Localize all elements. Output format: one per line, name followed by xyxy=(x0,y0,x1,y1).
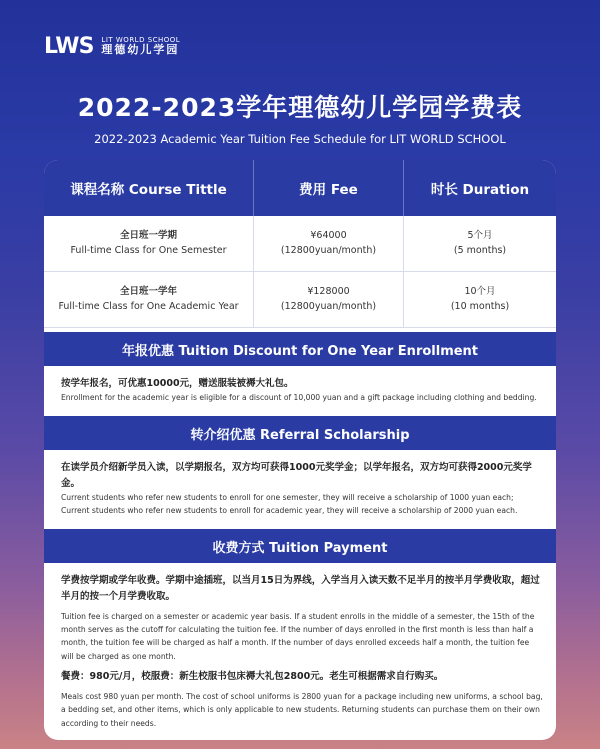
referral-section xyxy=(44,454,556,525)
duration-en: (10 months) xyxy=(450,300,510,312)
payment-section xyxy=(44,567,556,738)
payment-text-en-1: Tuition fee is charged on a semester or academic year basis. If a student enrolls in the middle of a semester, the 15th of the month serves as the cutoff for calculating the tuition fee. If the number of days enrolled in the first month is less than half a month, the tuition fee will be charged as half a month. If the number of days enrolled exceeds half a month, the tuition fee will be charged as one month. xyxy=(61,611,535,661)
payment-text-en-2: Meals cost 980 yuan per month. The cost of school uniforms is 2800 yuan for a package including new uniforms, a school bag, a bedding set, and other items, which is only applicable to new students. Returning students can purchase them on their own according to their needs. xyxy=(61,692,543,728)
logo-mark: LWS xyxy=(44,34,94,59)
referral-text-zh: 在读学员介绍新学员入读，以学期报名，双方均可获得1000元奖学金；以学年报名，双方均可获得2000元奖学金。 xyxy=(61,462,532,489)
payment-text-zh-1: 学费按学期或学年收费。学期中途插班，以当月15日为界线，入学当月入读天数不足半月的按半月学费收取，超过半月的按一个月学费收取。 xyxy=(61,575,540,602)
referral-text-en-1: Current students who refer new students to enroll for one semester, they will receive a scholarship of 1000 yuan each; xyxy=(61,492,514,502)
payment-heading: 收费方式 Tuition Payment xyxy=(44,529,556,563)
duration-cell xyxy=(404,216,556,271)
discount-text-en: Enrollment for the academic year is eligible for a discount of 10,000 yuan and a gift package including clothing and bedding. xyxy=(61,393,537,403)
duration-zh: 10个月 xyxy=(464,285,496,297)
page-title-en: 2022-2023 Academic Year Tuition Fee Schedule for LIT WORLD SCHOOL xyxy=(94,132,506,146)
duration-en: (5 months) xyxy=(453,244,507,256)
referral-text-en-2: Current students who refer new students to enroll for academic year, they will receive a scholarship of 2000 yuan each. xyxy=(61,506,518,516)
school-logo xyxy=(44,34,180,59)
fee-cell xyxy=(254,216,404,271)
brand-name-en: LIT WORLD SCHOOL xyxy=(101,35,181,44)
duration-zh: 5个月 xyxy=(467,229,493,241)
course-cell xyxy=(44,216,254,271)
fee-card xyxy=(44,160,556,740)
course-name-en: Full-time Class for One Semester xyxy=(70,244,227,256)
logo-text xyxy=(101,37,180,57)
course-name-zh: 全日班一学期 xyxy=(119,229,177,241)
header-duration: 时长 Duration xyxy=(430,182,530,198)
discount-heading: 年报优惠 Tuition Discount for One Year Enrollment xyxy=(44,332,556,366)
table-row xyxy=(44,216,556,272)
fee-amount: ¥64000 xyxy=(310,229,347,241)
table-header xyxy=(44,160,556,216)
payment-text-zh-2: 餐费：980元/月，校服费：新生校服书包床褥大礼包2800元。老生可根据需求自行购买。 xyxy=(61,670,444,682)
page-title-zh: 2022-2023学年理德幼儿学园学费表 xyxy=(77,93,523,122)
fee-amount: ¥128000 xyxy=(307,285,350,297)
course-cell xyxy=(44,272,254,327)
duration-cell xyxy=(404,272,556,327)
course-name-zh: 全日班一学年 xyxy=(119,285,177,297)
header-course: 课程名称 Course Tittle xyxy=(44,160,254,216)
fee-detail: (12800yuan/month) xyxy=(280,300,377,312)
table-row xyxy=(44,272,556,328)
fee-detail: (12800yuan/month) xyxy=(280,244,377,256)
fee-cell xyxy=(254,272,404,327)
brand-name-zh: 理德幼儿学园 xyxy=(101,43,180,57)
discount-section xyxy=(44,370,556,412)
referral-heading: 转介绍优惠 Referral Scholarship xyxy=(44,416,556,450)
course-name-en: Full-time Class for One Academic Year xyxy=(58,300,239,312)
discount-text-zh: 按学年报名，可优惠10000元，赠送服装被褥大礼包。 xyxy=(61,378,294,389)
header-fee: 费用 Fee xyxy=(254,160,404,216)
